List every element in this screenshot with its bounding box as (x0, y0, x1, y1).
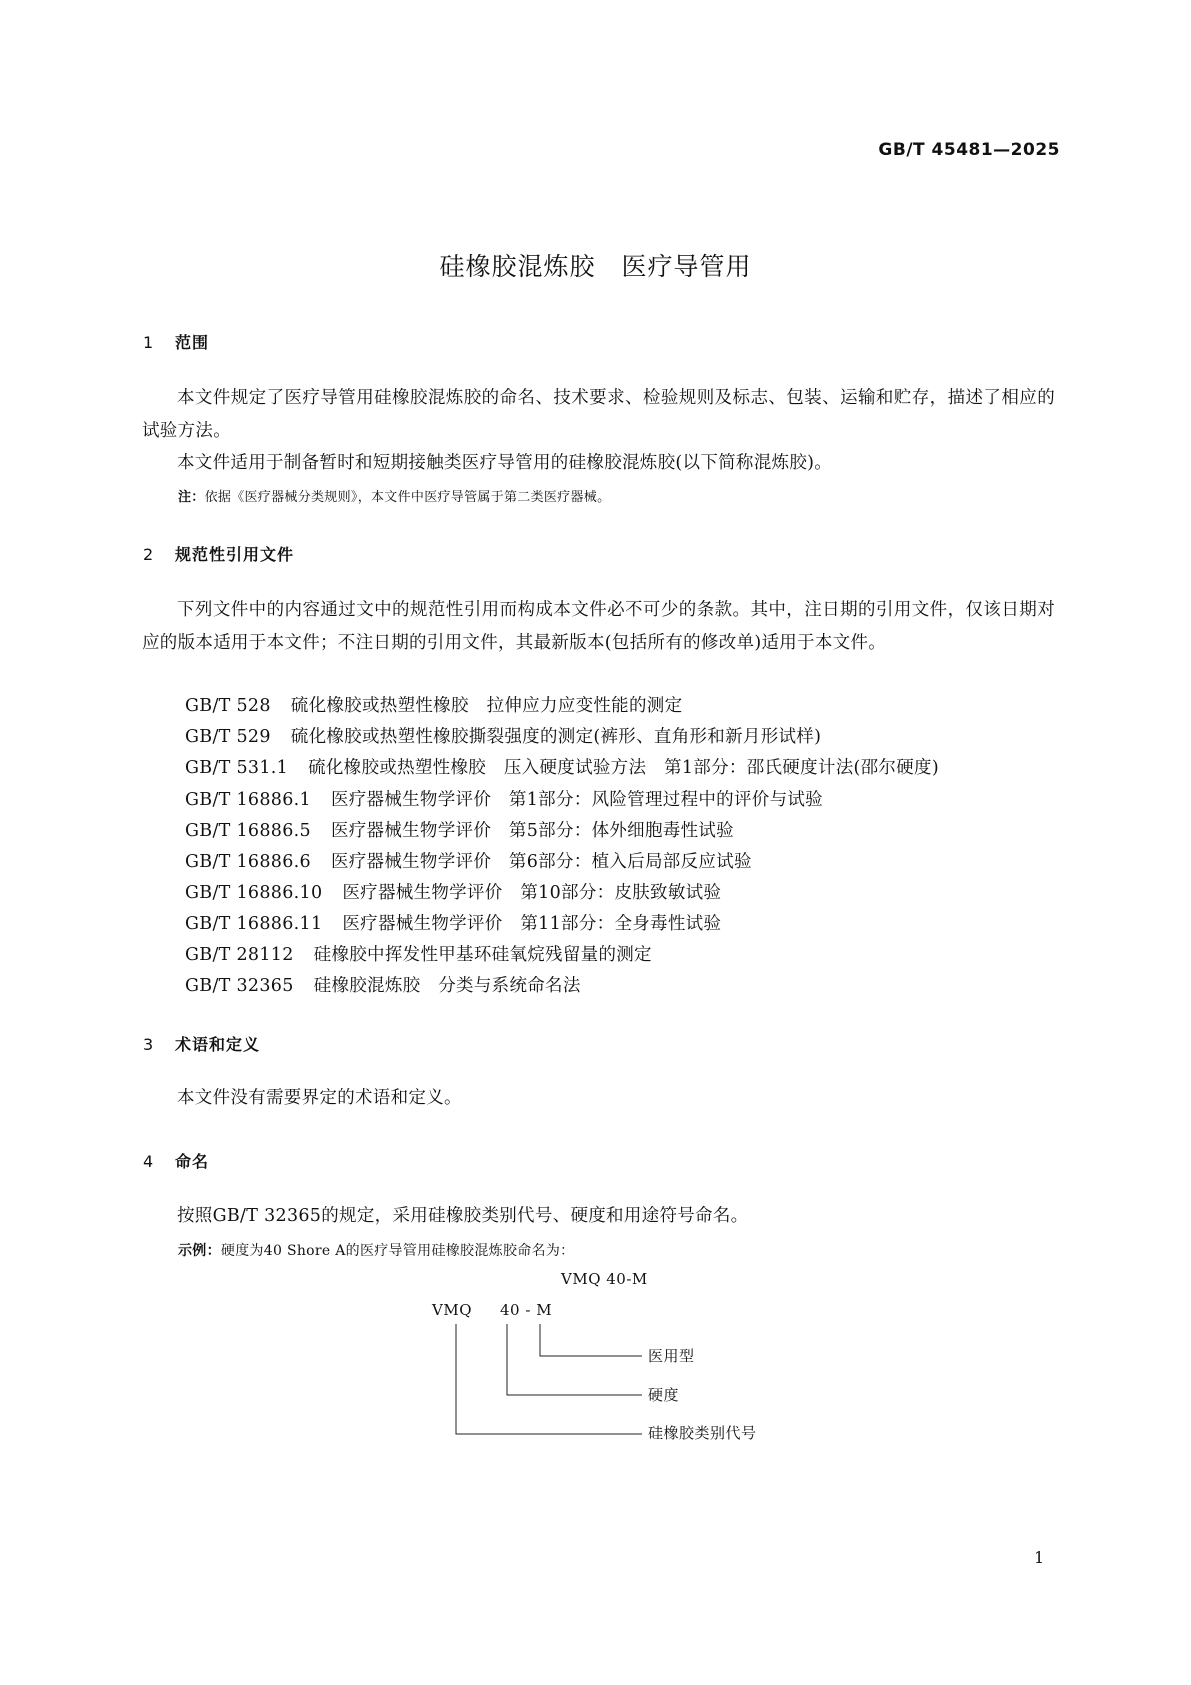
reference-code: GB/T 528 (185, 696, 271, 716)
reference-title: 硅橡胶混炼胶 分类与系统命名法 (313, 976, 581, 996)
reference-code: GB/T 16886.6 (185, 852, 311, 872)
reference-title: 医疗器械生物学评价 第1部分：风险管理过程中的评价与试验 (330, 790, 823, 810)
reference-title: 医疗器械生物学评价 第5部分：体外细胞毒性试验 (330, 821, 734, 841)
reference-code: GB/T 16886.10 (185, 883, 323, 903)
reference-code: GB/T 531.1 (185, 758, 289, 778)
reference-title: 医疗器械生物学评价 第6部分：植入后局部反应试验 (330, 852, 752, 872)
reference-title: 医疗器械生物学评价 第10部分：皮肤致敏试验 (342, 883, 722, 903)
connector-line-hardness (507, 1324, 642, 1395)
section-number: 2 (143, 545, 155, 564)
section-1-paragraph-2: 本文件适用于制备暂时和短期接触类医疗导管用的硅橡胶混炼胶(以下简称混炼胶)。 (177, 453, 833, 473)
reference-title: 硫化橡胶或热塑性橡胶 拉伸应力应变性能的测定 (290, 696, 683, 716)
reference-title: 硅橡胶中挥发性甲基环硅氧烷残留量的测定 (313, 945, 652, 965)
connector-line-class-code (456, 1324, 642, 1434)
reference-code: GB/T 529 (185, 727, 271, 747)
standard-code: GB/T 45481—2025 (878, 140, 1060, 160)
designation-full: VMQ 40-M (561, 1270, 648, 1288)
section-title: 范围 (175, 333, 210, 352)
connector-line-medical-type (540, 1324, 642, 1356)
document-title: 硅橡胶混炼胶 医疗导管用 (439, 252, 752, 281)
reference-code: GB/T 28112 (185, 945, 294, 965)
section-1-paragraph-1: 本文件规定了医疗导管用硅橡胶混炼胶的命名、技术要求、检验规则及标志、包装、运输和贮存，描述了相应的试验方法。 (142, 388, 1055, 441)
note-label: 注： (178, 490, 205, 505)
section-title: 命名 (175, 1152, 210, 1171)
section-title: 术语和定义 (175, 1035, 261, 1054)
section-3-paragraph-1: 本文件没有需要界定的术语和定义。 (177, 1088, 462, 1108)
section-4-paragraph-1: 按照GB/T 32365的规定，采用硅橡胶类别代号、硬度和用途符号命名。 (177, 1206, 749, 1226)
label-hardness: 硬度 (648, 1386, 680, 1404)
note-text: 依据《医疗器械分类规则》，本文件中医疗导管属于第二类医疗器械。 (204, 490, 611, 505)
reference-code: GB/T 16886.5 (185, 821, 311, 841)
reference-title: 医疗器械生物学评价 第11部分：全身毒性试验 (342, 914, 722, 934)
section-number: 4 (143, 1152, 155, 1171)
designation-part-vmq: VMQ (432, 1301, 472, 1319)
example-text: 硬度为40 Shore A的医疗导管用硅橡胶混炼胶命名为： (220, 1243, 575, 1259)
section-number: 1 (143, 333, 155, 352)
designation-part-hardness-type: 40 - M (500, 1301, 553, 1319)
example-label: 示例： (178, 1243, 221, 1259)
section-number: 3 (143, 1035, 155, 1054)
section-title: 规范性引用文件 (175, 545, 295, 564)
reference-title: 硫化橡胶或热塑性橡胶撕裂强度的测定(裤形、直角形和新月形试样) (290, 727, 822, 747)
reference-code: GB/T 16886.11 (185, 914, 323, 934)
label-medical-type: 医用型 (648, 1347, 695, 1365)
reference-title: 硫化橡胶或热塑性橡胶 压入硬度试验方法 第1部分：邵氏硬度计法(邵尔硬度) (308, 758, 939, 778)
label-silicone-class-code: 硅橡胶类别代号 (648, 1424, 757, 1442)
page-number: 1 (1034, 1548, 1045, 1567)
section-2-paragraph-1: 下列文件中的内容通过文中的规范性引用而构成本文件必不可少的条款。其中，注日期的引用文件，仅该日期对应的版本适用于本文件；不注日期的引用文件，其最新版本(包括所有的修改单)适用于本文件。 (142, 600, 1055, 653)
reference-code: GB/T 32365 (185, 976, 294, 996)
reference-code: GB/T 16886.1 (185, 790, 311, 810)
